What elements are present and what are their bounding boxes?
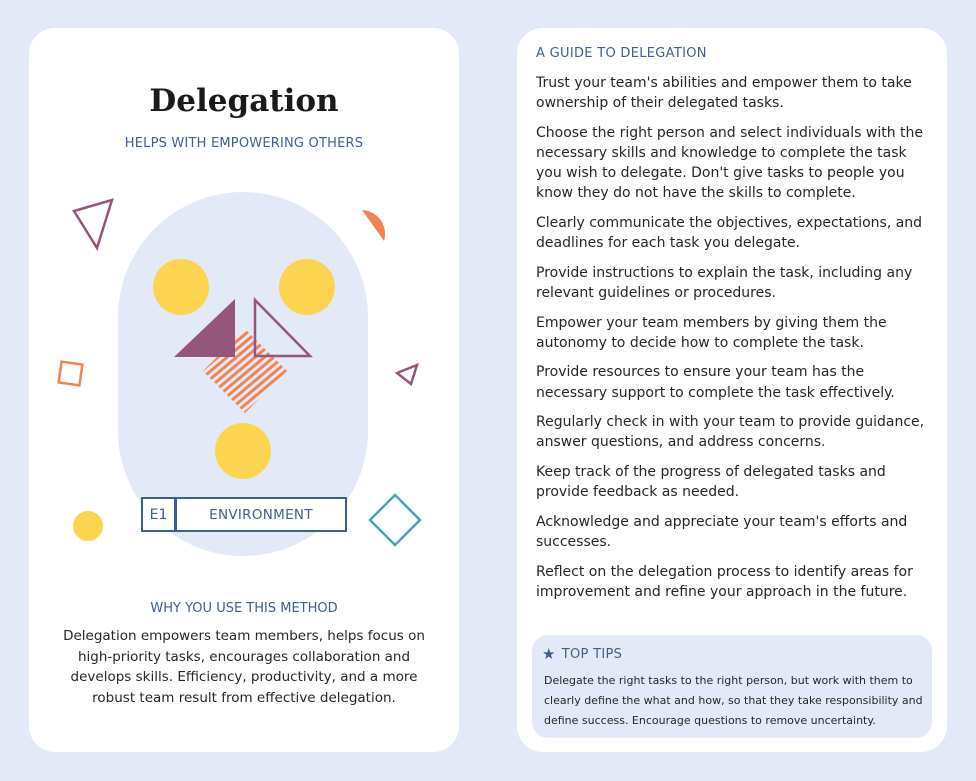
card-subtitle: HELPS WITH EMPOWERING OTHERS [124,136,364,151]
tips-header [542,647,622,662]
why-description: Delegation empowers team members, helps focus on high-priority tasks, encourages collaboration and develops skills. Efficiency, productivity, and a more robust team result from effective delegation. [63,628,425,706]
guide-list [536,73,931,611]
small-triangle-shape [397,365,417,384]
guide-item: Trust your team's abilities and empower them to take ownership of their delegated tasks. [536,75,912,112]
star-icon: ★ [542,645,556,663]
guide-item: Provide instructions to explain the task, including any relevant guidelines or procedures. [536,264,913,301]
category-label: ENVIRONMENT [175,497,347,532]
yellow-circle-top-left [153,259,209,315]
guide-item: Reflect on the delegation process to identify areas for improvement and refine your approach in the future. [536,563,913,600]
card-title: Delegation [149,83,339,119]
triangle-outline-shape [74,200,112,248]
yellow-dot-shape [73,511,103,541]
why-heading: WHY YOU USE THIS METHOD [150,601,338,616]
guide-item: Choose the right person and select individuals with the necessary skills and knowledge to complete the task you wish to delegate. Don't give tasks to people you know they do not have the skills to complete. [536,124,923,202]
guide-item: Empower your team members by giving them the autonomy to decide how to complete the task. [536,314,887,351]
yellow-circle-top-right [279,259,335,315]
guide-heading: A GUIDE TO DELEGATION [536,46,707,61]
tips-body: Delegate the right tasks to the right person, but work with them to clearly define the what and how, so that they take responsibility and define success. Encourage questions to remove uncertainty. [544,674,923,727]
top-tips-panel [532,635,932,738]
guide-item: Provide resources to ensure your team has the necessary support to complete the task effectively. [536,364,895,401]
teal-diamond-shape [370,495,420,545]
guide-item: Clearly communicate the objectives, expectations, and deadlines for each task you delegate. [536,215,923,252]
guide-item: Keep track of the progress of delegated tasks and provide feedback as needed. [536,463,886,501]
half-circle-shape [362,210,385,241]
guide-card [517,28,947,752]
card-code-badge: E1 [141,497,176,532]
guide-item: Acknowledge and appreciate your team's efforts and successes. [536,513,908,550]
yellow-circle-bottom [215,423,271,479]
guide-item: Regularly check in with your team to provide guidance, answer questions, and address concerns. [536,414,925,451]
method-card [29,28,459,752]
tips-heading: TOP TIPS [561,647,623,662]
square-outline-shape [59,362,83,386]
